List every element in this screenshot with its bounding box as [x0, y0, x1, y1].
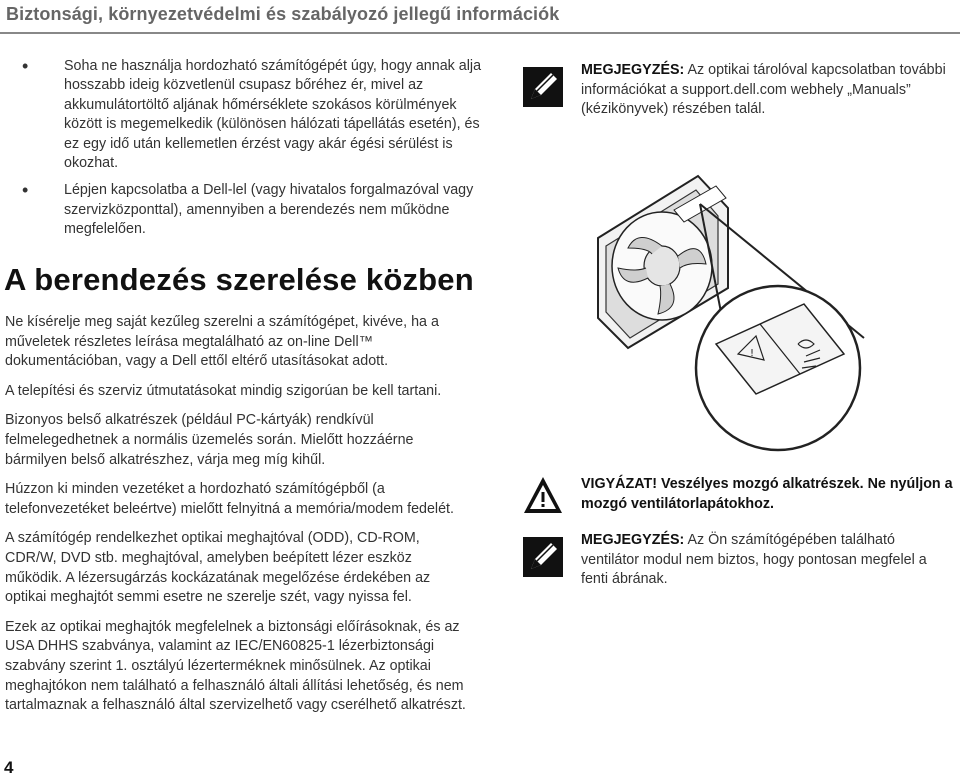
- note-body: Az optikai tárolóval kapcsolatban további információkat a support.dell.com webhely „Manuals” (kézikönyvek) részében talál.: [581, 62, 946, 118]
- body-paragraphs: [5, 313, 471, 726]
- bullet-item: [22, 181, 492, 239]
- warning-triangle-icon: [521, 475, 565, 515]
- caution-block: [521, 475, 955, 515]
- note-block-optical: [523, 61, 955, 120]
- pencil-note-icon: [523, 67, 563, 107]
- bullet-text: Lépjen kapcsolatba a Dell-lel (vagy hivatalos forgalmazóval vagy szervizközponttal), amennyiben a berendezés nem működne megfelelően.: [64, 182, 474, 238]
- note-label: MEGJEGYZÉS:: [581, 62, 685, 78]
- paragraph: Ezek az optikai meghajtók megfelelnek a biztonsági előírásoknak, és az USA DHHS szabványa, valamint az IEC/EN60825-1 lézerbiztonsági szabvány szerint 1. osztályú lézerterméknek minősülnek. Az optikai meghajtókon nem található a felhasználó általi állítási lehetőség, és nem tartalmaznak a felhasználó által szervizelhető vagy cserélhető alkatrészt.: [5, 618, 466, 714]
- paragraph: Húzzon ki minden vezetéket a hordozható számítógépből (a telefonvezetéket beleértve) mielőtt felnyitná a memória/modem fedelét.: [5, 481, 454, 517]
- fan-drawing: [598, 176, 864, 450]
- bullet-text: Soha ne használja hordozható számítógépét úgy, hogy annak alja hosszabb ideig közvetlenül csupasz bőréhez ér, mivel az akkumulátortöltő aljának hőmérséklete szokásos körülmények között is megemelkedik (különösen hálózati tápellátás esetén), és ez egy idő után kellemetlen érzést vagy akár égési sérülést is okozhat.: [64, 58, 482, 172]
- pencil-note-icon: [523, 537, 563, 577]
- note-text: [581, 61, 955, 120]
- bullet-dot-icon: •: [22, 180, 29, 201]
- section-heading: A berendezés szerelése közben: [4, 262, 474, 297]
- bullet-list: [22, 57, 492, 248]
- note-body: Az Ön számítógépében található ventilátor modul nem biztos, hogy pontosan megfelel a fenti ábrának.: [581, 532, 927, 588]
- note-text: [581, 531, 955, 590]
- bullet-item: [22, 57, 492, 173]
- svg-text:!: !: [750, 348, 755, 359]
- paragraph: Bizonyos belső alkatrészek (például PC-kártyák) rendkívül felmelegedhetnek a normális üzemelés során. Mielőtt hozzáérne bármilyen belső alkatrészhez, várja meg míg kihűl.: [5, 412, 414, 468]
- page-number: 4: [4, 758, 14, 777]
- caution-text: VIGYÁZAT! Veszélyes mozgó alkatrészek. Ne nyúljon a mozgó ventilátorlapátokhoz.: [581, 476, 953, 512]
- fan-illustration: [578, 168, 868, 458]
- paragraph: A számítógép rendelkezhet optikai meghajtóval (ODD), CD-ROM, CDR/W, DVD stb. meghajtóval, amelyben beépített lézer eszköz működik. A lézersugárzás kockázatának megelőzése érdekében az optikai meghajtót semmi esetre ne szerelje szét, vagy nyissa fel.: [5, 530, 431, 606]
- bullet-dot-icon: •: [22, 56, 29, 76]
- paragraph: A telepítési és szerviz útmutatásokat mindig szigorúan be kell tartani.: [5, 382, 442, 399]
- running-header: Biztonsági, környezetvédelmi és szabályozó jellegű információk: [6, 4, 560, 24]
- note-label: MEGJEGYZÉS:: [581, 532, 685, 548]
- paragraph: Ne kísérelje meg saját kezűleg szerelni a számítógépet, kivéve, ha a műveletek részletes leírása megtalálható az on-line Dell™ dokumentációban, vagy a Dell ettől eltérő utasításokat adott.: [5, 314, 439, 370]
- note-block-fan: [523, 531, 955, 590]
- header-divider: [0, 32, 960, 34]
